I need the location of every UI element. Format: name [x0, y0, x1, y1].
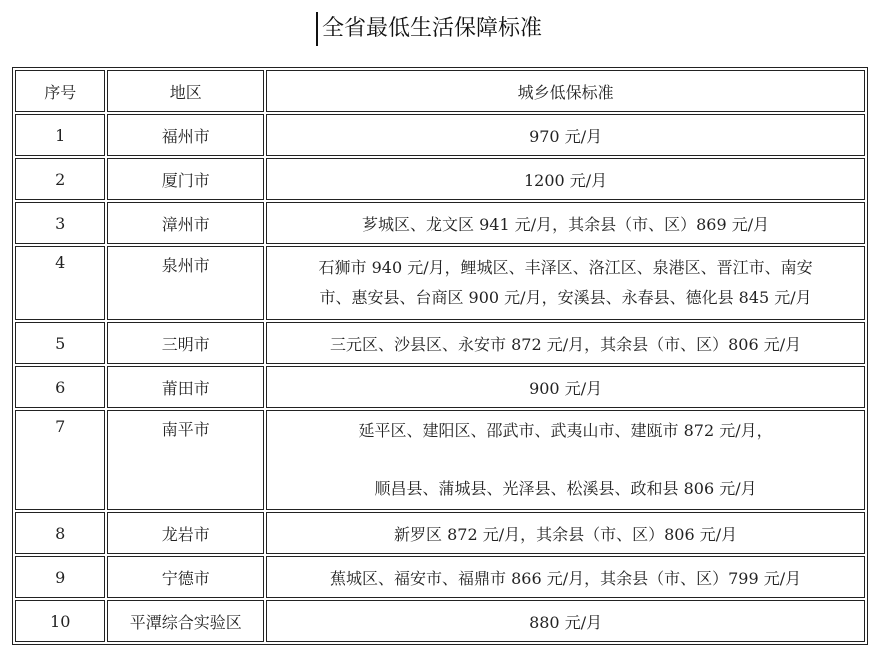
standard-line: 顺昌县、蒲城县、光泽县、松溪县、政和县 806 元/月	[374, 479, 757, 498]
row-standard: 900 元/月	[266, 366, 865, 408]
row-number: 9	[15, 556, 105, 598]
row-region: 厦门市	[107, 158, 264, 200]
row-standard: 880 元/月	[266, 600, 865, 642]
row-standard	[266, 246, 865, 320]
row-region: 漳州市	[107, 202, 264, 244]
row-standard: 新罗区 872 元/月，其余县（市、区）806 元/月	[266, 512, 865, 554]
standard-line: 延平区、建阳区、邵武市、武夷山市、建瓯市 872 元/月，	[358, 421, 773, 440]
row-region: 泉州市	[107, 246, 264, 320]
table-row	[15, 246, 865, 320]
table-row	[15, 366, 865, 408]
row-standard: 三元区、沙县区、永安市 872 元/月，其余县（市、区）806 元/月	[266, 322, 865, 364]
row-number: 2	[15, 158, 105, 200]
row-standard: 1200 元/月	[266, 158, 865, 200]
row-region: 宁德市	[107, 556, 264, 598]
table-header-row	[15, 70, 865, 112]
row-region: 莆田市	[107, 366, 264, 408]
table-row	[15, 158, 865, 200]
row-standard: 蕉城区、福安市、福鼎市 866 元/月，其余县（市、区）799 元/月	[266, 556, 865, 598]
row-number: 5	[15, 322, 105, 364]
table-row	[15, 512, 865, 554]
column-header-standard: 城乡低保标准	[266, 70, 865, 112]
table-row	[15, 410, 865, 510]
table-row	[15, 114, 865, 156]
row-standard	[266, 410, 865, 510]
row-number: 7	[15, 410, 105, 510]
column-header-no: 序号	[15, 70, 105, 112]
row-number: 10	[15, 600, 105, 642]
table-row	[15, 202, 865, 244]
row-region: 南平市	[107, 410, 264, 510]
row-number: 3	[15, 202, 105, 244]
row-standard: 芗城区、龙文区 941 元/月，其余县（市、区）869 元/月	[266, 202, 865, 244]
standard-line: 石狮市 940 元/月，鲤城区、丰泽区、洛江区、泉港区、晋江市、南安	[318, 258, 813, 277]
subsistence-allowance-table	[12, 67, 868, 645]
row-number: 8	[15, 512, 105, 554]
standard-line: 市、惠安县、台商区 900 元/月，安溪县、永春县、德化县 845 元/月	[319, 288, 812, 307]
row-region: 福州市	[107, 114, 264, 156]
row-number: 6	[15, 366, 105, 408]
row-region: 平潭综合实验区	[107, 600, 264, 642]
row-region: 三明市	[107, 322, 264, 364]
table-row	[15, 556, 865, 598]
row-number: 1	[15, 114, 105, 156]
table-row	[15, 322, 865, 364]
row-region: 龙岩市	[107, 512, 264, 554]
row-number: 4	[15, 246, 105, 320]
row-standard: 970 元/月	[266, 114, 865, 156]
page-title: 全省最低生活保障标准	[316, 12, 542, 46]
table-row	[15, 600, 865, 642]
column-header-region: 地区	[107, 70, 264, 112]
